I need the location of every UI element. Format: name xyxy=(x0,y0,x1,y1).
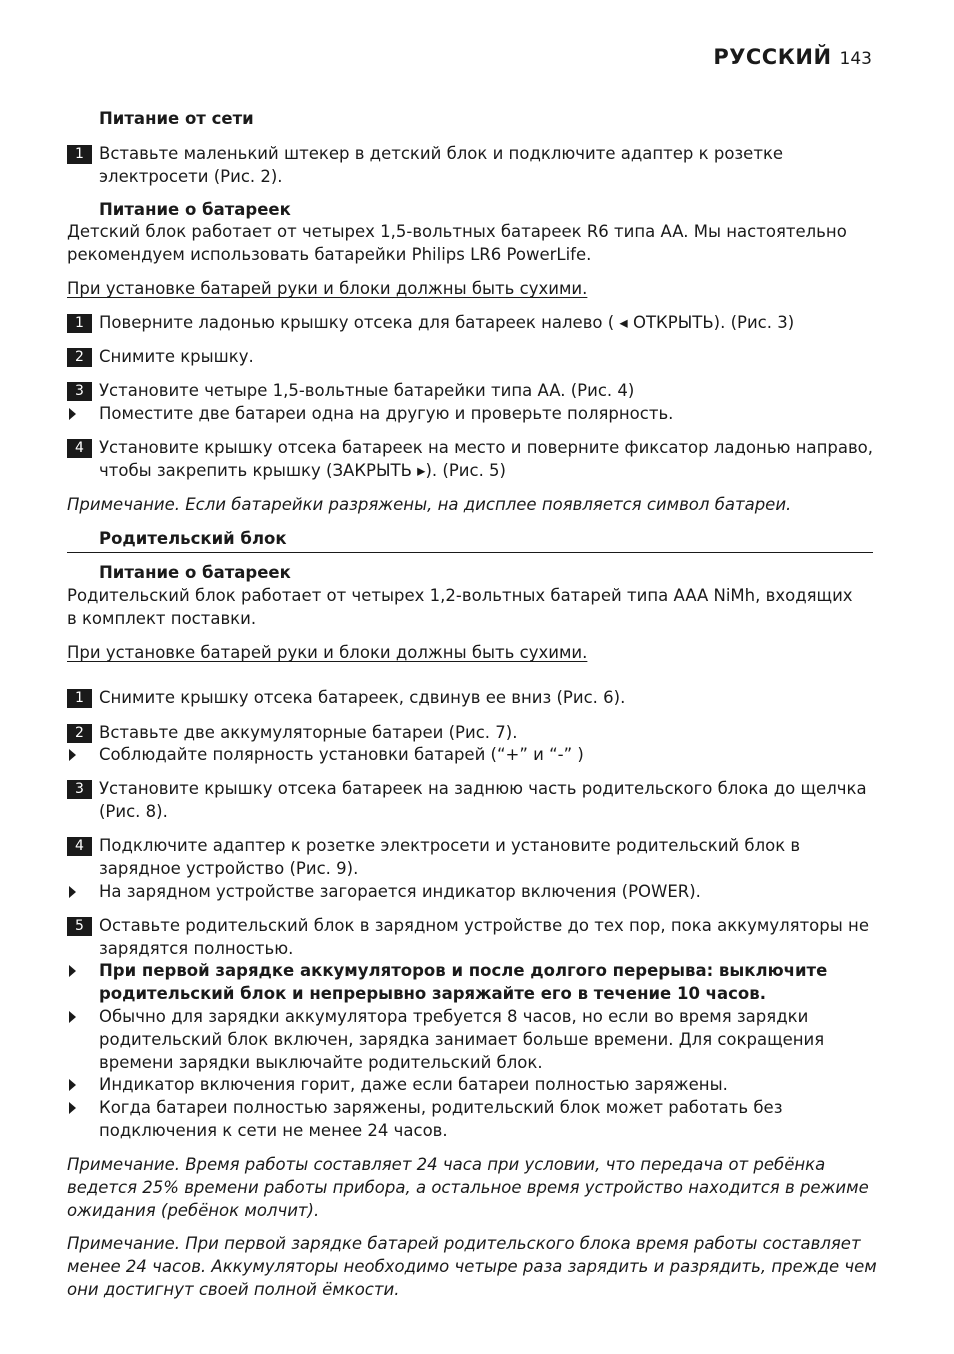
step-number: 2 xyxy=(67,348,92,367)
step-text: Установите крышку отсека батареек на заднюю часть родительского блока до щелчка (Рис. 8). xyxy=(99,779,867,821)
mains-step-1 xyxy=(67,142,873,188)
step-number: 1 xyxy=(67,145,92,164)
step-number: 4 xyxy=(67,837,92,856)
parent-dry-hands-warning: При установке батарей руки и блоки должны быть сухими. xyxy=(67,643,588,662)
bullet-text: На зарядном устройстве загорается индикатор включения (POWER). xyxy=(99,882,701,901)
parent-battery-heading: Питание о батареек xyxy=(99,563,291,582)
section-divider xyxy=(67,552,873,553)
step-text: Установите крышку отсека батареек на место и поверните фиксатор ладонью направо, чтобы закрепить крышку (ЗАКРЫТЬ ▸). (Рис. 5) xyxy=(99,438,874,480)
parent-note-2: Примечание. При первой зарядке батарей родительского блока время работы составляет менее 24 часов. Аккумуляторы необходимо четыре раза зарядить и разрядить, прежде чем они достигнут своей полной ёмкости. xyxy=(67,1234,877,1299)
parent-step-5-bullet-4 xyxy=(67,1096,873,1142)
step-number: 5 xyxy=(67,917,92,936)
bullet-arrow-icon xyxy=(69,408,76,420)
bullet-arrow-icon xyxy=(69,1011,76,1023)
child-battery-heading: Питание о батареек xyxy=(99,200,291,219)
bullet-text: Соблюдайте полярность установки батарей (“+” и “-” ) xyxy=(99,745,584,764)
parent-step-5-bullet-1 xyxy=(67,959,873,1005)
bullet-text: Когда батареи полностью заряжены, родительский блок может работать без подключения к сети не менее 24 часов. xyxy=(99,1098,783,1140)
child-step-3 xyxy=(67,379,873,402)
step-number: 1 xyxy=(67,314,92,333)
child-note: Примечание. Если батарейки разряжены, на дисплее появляется символ батареи. xyxy=(67,495,792,514)
parent-step-5-bullet-2 xyxy=(67,1005,873,1074)
parent-step-3 xyxy=(67,777,873,823)
step-text: Снимите крышку отсека батареек, сдвинув ее вниз (Рис. 6). xyxy=(99,688,626,707)
child-dry-hands-warning: При установке батарей руки и блоки должны быть сухими. xyxy=(67,279,588,298)
bullet-text: Индикатор включения горит, даже если батареи полностью заряжены. xyxy=(99,1075,728,1094)
bullet-arrow-icon xyxy=(69,965,76,977)
bullet-arrow-icon xyxy=(69,1102,76,1114)
step-text: Установите четыре 1,5-вольтные батарейки типа AA. (Рис. 4) xyxy=(99,381,635,400)
step-text: Вставьте маленький штекер в детский блок и подключите адаптер к розетке электросети (Рис. 2). xyxy=(99,144,784,186)
step-text: Поверните ладонью крышку отсека для батареек налево ( ◂ ОТКРЫТЬ). (Рис. 3) xyxy=(99,313,795,332)
page-number: 143 xyxy=(839,49,872,69)
step-text: Снимите крышку. xyxy=(99,347,254,366)
parent-step-4-bullet xyxy=(67,880,873,903)
mains-power-heading: Питание от сети xyxy=(99,109,254,128)
bullet-text: При первой зарядке аккумуляторов и после долгого перерыва: выключите родительский блок и непрерывно заряжайте его в течение 10 часов. xyxy=(99,961,828,1003)
parent-note-1: Примечание. Время работы составляет 24 часа при условии, что передача от ребёнка ведется 25% времени работы прибора, а остальное время устройство находится в режиме ожидания (ребёнок молчит). xyxy=(67,1155,869,1220)
parent-step-5-bullet-3 xyxy=(67,1073,873,1096)
step-text: Вставьте две аккумуляторные батареи (Рис. 7). xyxy=(99,723,518,742)
step-number: 3 xyxy=(67,780,92,799)
step-number: 2 xyxy=(67,724,92,743)
parent-battery-intro: Родительский блок работает от четырех 1,2-вольтных батарей типа AAA NiMh, входящих в комплект поставки. xyxy=(67,586,853,628)
child-step-2 xyxy=(67,345,873,368)
child-step-4 xyxy=(67,436,873,482)
child-step-3-bullet xyxy=(67,402,873,425)
step-number: 3 xyxy=(67,382,92,401)
step-text: Оставьте родительский блок в зарядном устройстве до тех пор, пока аккумуляторы не зарядятся полностью. xyxy=(99,916,869,958)
bullet-text: Обычно для зарядки аккумулятора требуется 8 часов, но если во время зарядки родительский блок включен, зарядка занимает больше времени. Для сокращения времени зарядки выключайте родительский блок. xyxy=(99,1007,825,1072)
parent-step-4 xyxy=(67,834,873,880)
language-label: РУССКИЙ xyxy=(713,45,832,69)
child-step-1 xyxy=(67,311,873,334)
child-battery-intro: Детский блок работает от четырех 1,5-вольтных батареек R6 типа AA. Мы настоятельно рекомендуем использовать батарейки Philips LR6 PowerLife. xyxy=(67,222,847,264)
step-text: Подключите адаптер к розетке электросети и установите родительский блок в зарядное устройство (Рис. 9). xyxy=(99,836,801,878)
bullet-arrow-icon xyxy=(69,886,76,898)
step-number: 1 xyxy=(67,689,92,708)
parent-step-2-bullet xyxy=(67,743,873,766)
parent-step-1 xyxy=(67,686,873,709)
bullet-arrow-icon xyxy=(69,1079,76,1091)
parent-step-5 xyxy=(67,914,873,960)
parent-step-2 xyxy=(67,721,873,744)
step-number: 4 xyxy=(67,439,92,458)
bullet-arrow-icon xyxy=(69,749,76,761)
page-header xyxy=(713,46,872,71)
parent-unit-heading: Родительский блок xyxy=(99,529,287,548)
bullet-text: Поместите две батареи одна на другую и проверьте полярность. xyxy=(99,404,674,423)
